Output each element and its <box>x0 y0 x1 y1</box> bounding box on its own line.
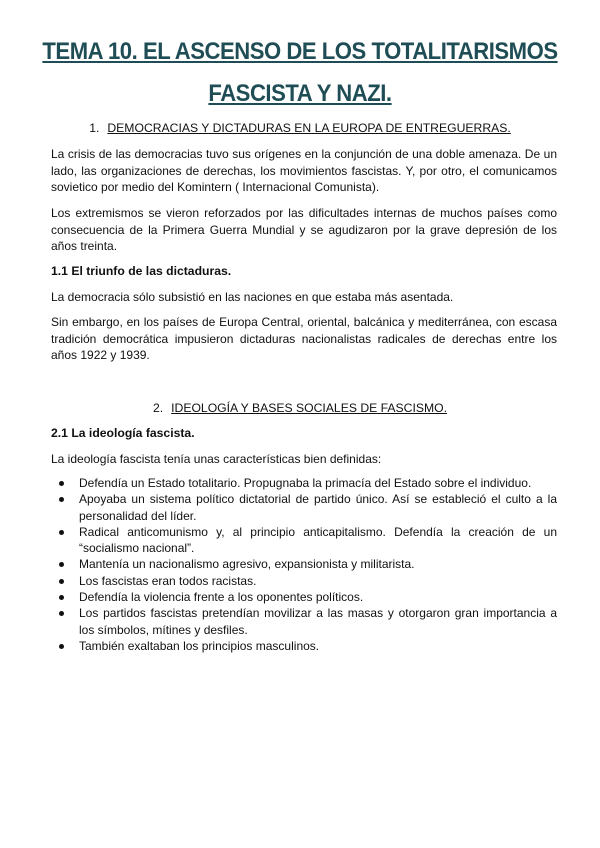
list-item-text: También exaltaban los principios masculinos. <box>79 638 320 653</box>
list-item-text: Los partidos fascistas pretendían movilizar a las masas y otorgaron gran importancia a los símbolos, mítines y desfiles. <box>79 606 557 637</box>
bullet-icon <box>59 497 64 502</box>
list-item-text: Radical anticomunismo y, al principio anticapitalismo. Defendía la creación de un “socialismo nacional”. <box>79 524 557 556</box>
bullet-icon <box>59 644 64 649</box>
section-1-number: 1. <box>89 121 100 135</box>
list-item <box>51 475 557 491</box>
section-2-number: 2. <box>152 401 164 415</box>
document-title-line-2: FASCISTA Y NAZI. <box>208 80 392 107</box>
section-1-paragraph-1: La crisis de las democracias tuvo sus orígenes en la conjunción de una doble amenaza. De un lado, las organizaciones de derechas, los movimientos fascistas. Y, por otro, el comunicamos sovietico por medio del Komintern ( Internacional Comunista). <box>51 147 557 194</box>
section-1-heading-text: DEMOCRACIAS Y DICTADURAS EN LA EUROPA DE ENTREGUERRAS. <box>107 121 511 135</box>
list-item-text: Apoyaba un sistema político dictatorial de partido único. Así se estableció el culto a la personalidad del líder. <box>79 492 557 523</box>
bullet-icon <box>59 530 64 535</box>
section-2-heading <box>0 401 600 415</box>
list-item <box>51 589 557 605</box>
list-item <box>51 524 557 557</box>
subsection-1-1-heading: 1.1 El triunfo de las dictaduras. <box>51 264 232 278</box>
list-item-text: Defendía un Estado totalitario. Propugnaba la primacía del Estado sobre el individuo. <box>79 476 532 490</box>
section-1-paragraph-3: La democracia sólo subsistió en las naciones en que estaba más asentada. <box>51 290 454 304</box>
section-2-heading-text: IDEOLOGÍA Y BASES SOCIALES DE FASCISMO. <box>171 401 448 415</box>
bullet-icon <box>59 579 64 584</box>
list-item <box>51 491 557 524</box>
list-item <box>51 605 557 638</box>
bullet-icon <box>59 481 64 486</box>
list-item-text: Los fascistas eran todos racistas. <box>79 573 257 588</box>
section-2-intro: La ideología fascista tenía unas características bien definidas: <box>51 452 382 466</box>
section-1-paragraph-2: Los extremismos se vieron reforzados por las dificultades internas de muchos países como consecuencia de la Primera Guerra Mundial y se agudizaron por la grave depresión de los años treinta. <box>51 206 557 253</box>
list-item <box>51 638 557 654</box>
bullet-icon <box>59 595 64 600</box>
list-item-text: Defendía la violencia frente a los oponentes políticos. <box>79 590 364 605</box>
section-1-paragraph-4: Sin embargo, en los países de Europa Central, oriental, balcánica y mediterránea, con escasa tradición democrática impusieron dictaduras nacionalistas radicales de derechas entre los años 1922 y 1939. <box>51 315 557 362</box>
list-item <box>51 573 557 589</box>
subsection-2-1-heading: 2.1 La ideología fascista. <box>51 426 195 440</box>
list-item <box>51 556 557 572</box>
document-title-line-1: TEMA 10. EL ASCENSO DE LOS TOTALITARISMOS <box>42 38 558 65</box>
bullet-icon <box>59 611 64 616</box>
section-1-heading <box>0 121 600 135</box>
bullet-icon <box>59 562 64 567</box>
ideology-bullet-list <box>51 475 557 654</box>
list-item-text: Mantenía un nacionalismo agresivo, expansionista y militarista. <box>79 557 415 572</box>
